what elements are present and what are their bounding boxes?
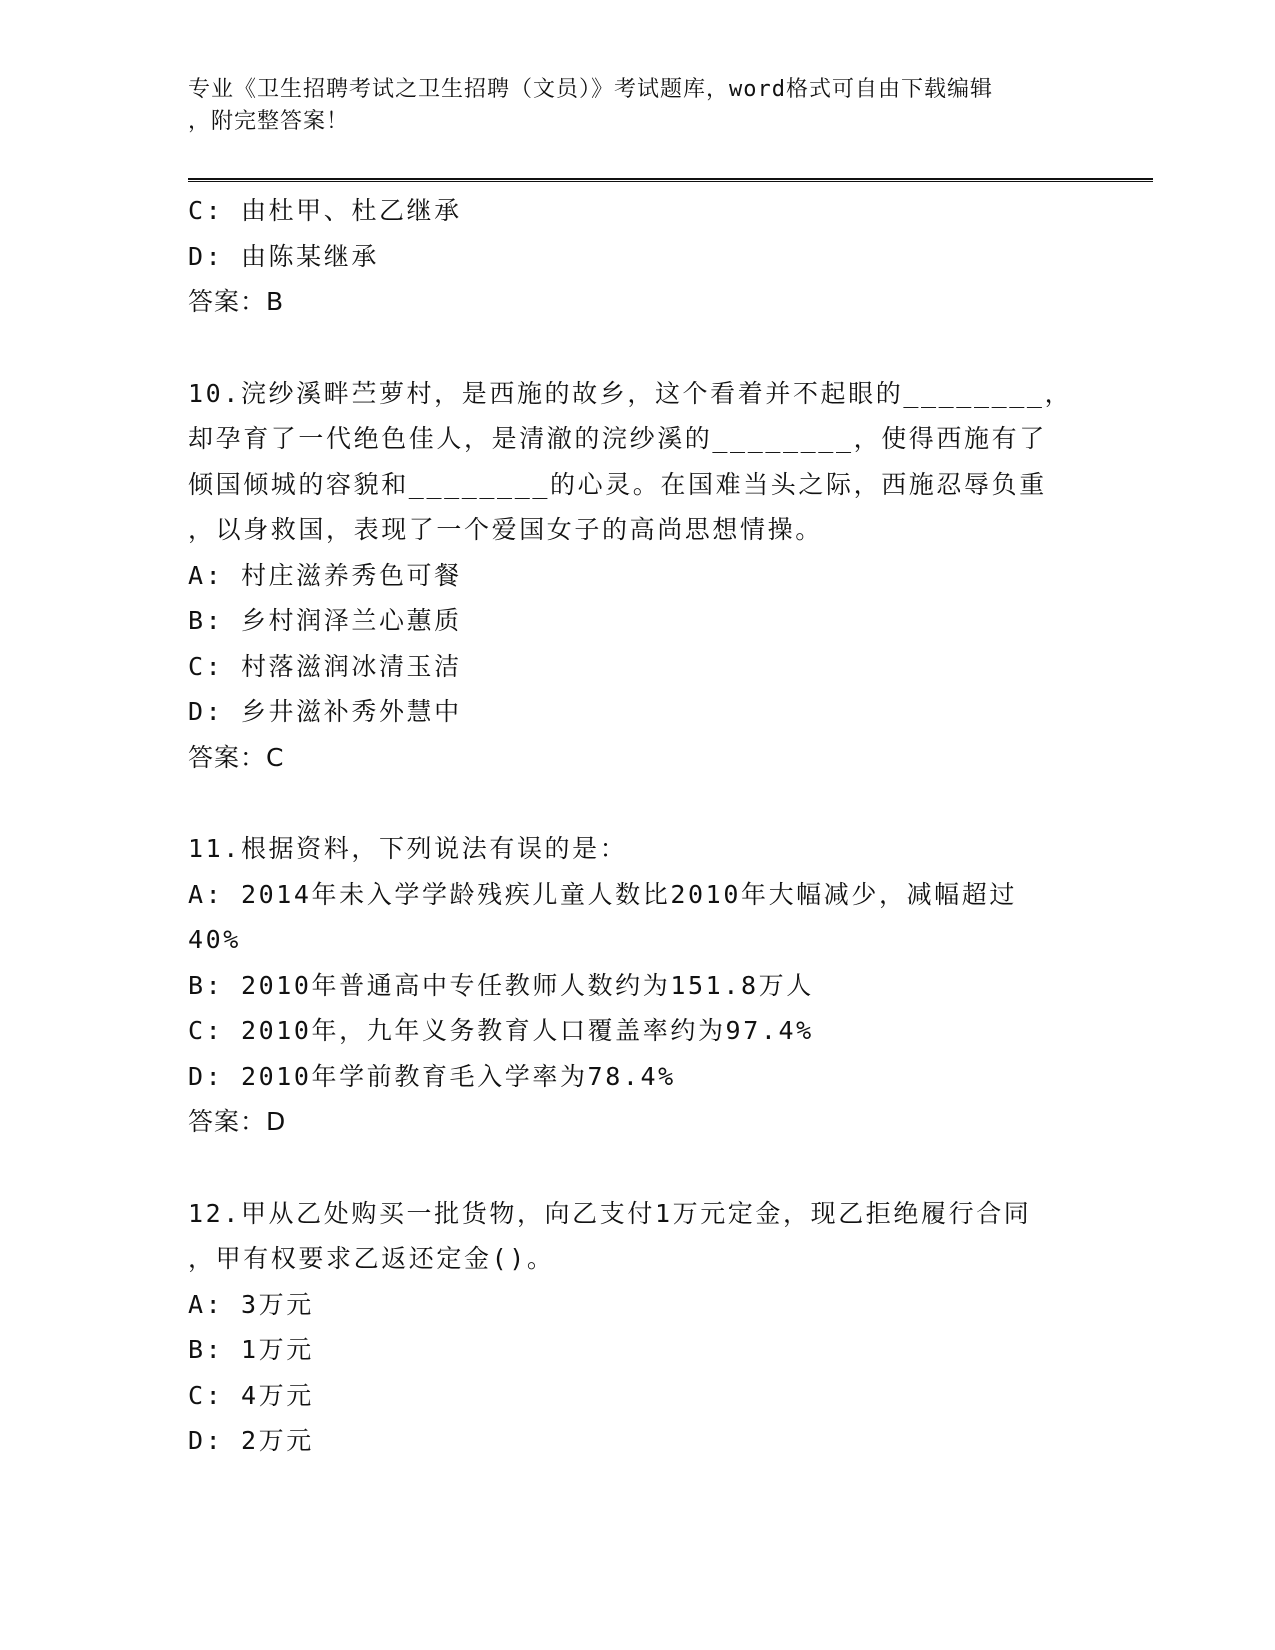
question-12: [188, 1191, 1068, 1464]
question-text: ，甲有权要求乙返还定金()。: [188, 1244, 555, 1273]
option-c: C: 由杜甲、杜乙继承: [188, 196, 462, 225]
question-list: [188, 188, 1073, 1464]
spacer: [188, 780, 1068, 826]
option-d: D: 2010年学前教育毛入学率为78.4%: [188, 1061, 676, 1091]
option-c: C: 村落滋润冰清玉洁: [188, 651, 462, 681]
option-c: C: 2010年，九年义务教育人口覆盖率约为97.4%: [188, 1016, 814, 1045]
header-divider: [188, 178, 1153, 182]
question-11: [188, 826, 1068, 1145]
question-text: 却孕育了一代绝色佳人，是清澈的浣纱溪的________，使得西施有了: [188, 424, 1047, 453]
answer-label: 答案：C: [188, 742, 285, 772]
question-text: ，以身救国，表现了一个爱国女子的高尚思想情操。: [188, 515, 823, 544]
option-b: B: 1万元: [188, 1335, 314, 1364]
question-text: 11.根据资料，下列说法有误的是：: [188, 834, 628, 863]
question-text: 12.甲从乙处购买一批货物，向乙支付1万元定金，现乙拒绝履行合同: [188, 1198, 1032, 1228]
answer-label: 答案：B: [188, 287, 285, 316]
header-line-1: 专业《卫生招聘考试之卫生招聘（文员）》考试题库，word格式可自由下载编辑: [188, 77, 993, 102]
option-c: C: 4万元: [188, 1380, 314, 1410]
spacer: [188, 325, 1068, 371]
option-d: D: 2万元: [188, 1426, 314, 1455]
option-a: A: 2014年未入学学龄残疾儿童人数比2010年大幅减少，减幅超过: [188, 879, 1017, 909]
question-text: 10.浣纱溪畔苎萝村，是西施的故乡，这个看着并不起眼的________，: [188, 378, 1073, 408]
option-b: B: 2010年普通高中专任教师人数约为151.8万人: [188, 970, 814, 1000]
option-d: D: 由陈某继承: [188, 241, 379, 271]
option-a: A: 3万元: [188, 1289, 314, 1319]
answer-label: 答案：D: [188, 1107, 287, 1136]
option-d: D: 乡井滋补秀外慧中: [188, 697, 462, 726]
header-line-2: ，附完整答案！: [188, 109, 350, 134]
question-text: 倾国倾城的容貌和________的心灵。在国难当头之际，西施忍辱负重: [188, 469, 1047, 499]
option-a: A: 村庄滋养秀色可餐: [188, 560, 462, 590]
option-b: B: 乡村润泽兰心蕙质: [188, 606, 462, 635]
question-10: [188, 371, 1073, 781]
option-a-continued: 40%: [188, 925, 241, 954]
question-9: [188, 188, 1068, 325]
document-header: [188, 74, 1068, 138]
spacer: [188, 1145, 1068, 1191]
